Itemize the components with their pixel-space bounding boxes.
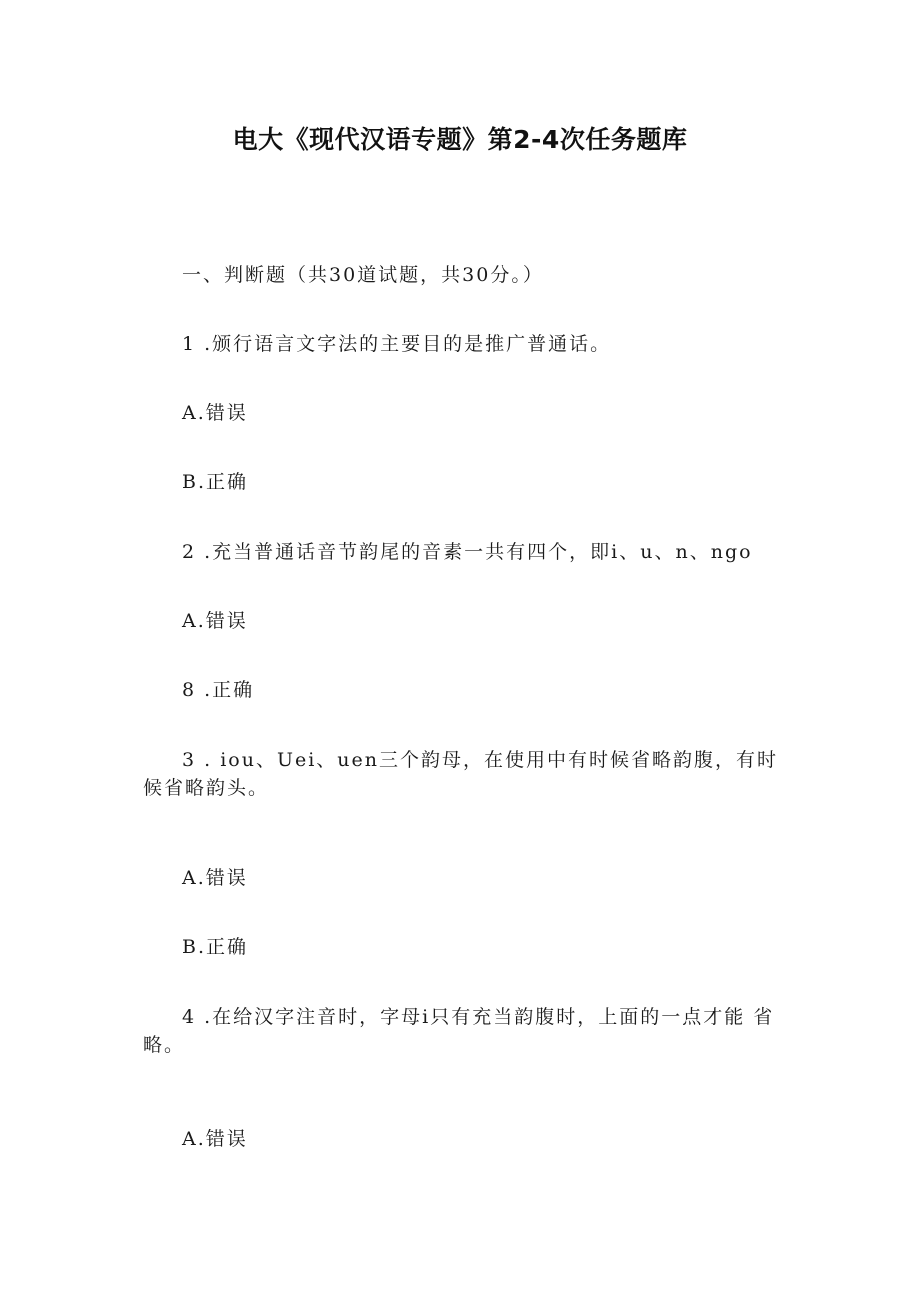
question-3-stem-line-1: 3 . iou、Uei、uen三个韵母，在使用中有时候省略韵腹，有时 xyxy=(182,749,779,771)
question-4-stem xyxy=(143,1005,793,1057)
question-2-option-b: 8 .正确 xyxy=(182,679,255,701)
section-heading: 一、判断题（共30道试题，共30分。） xyxy=(182,264,544,286)
question-1-stem: 1 .颁行语言文字法的主要目的是推广普通话。 xyxy=(182,333,612,355)
question-1-option-a: A.错误 xyxy=(182,402,248,424)
question-2-stem: 2 .充当普通话音节韵尾的音素一共有四个，即i、u、n、ngo xyxy=(182,541,753,563)
question-4-stem-line-2: 略。 xyxy=(143,1034,186,1056)
question-3-stem-line-2: 候省略韵头。 xyxy=(143,777,270,799)
question-1-option-b: B.正确 xyxy=(182,471,249,493)
question-4-stem-line-1: 4 .在给汉字注音时，字母i只有充当韵腹时，上面的一点才能 省 xyxy=(182,1006,775,1028)
document-title: 电大《现代汉语专题》第2-4次任务题库 xyxy=(232,125,688,154)
question-4-option-a: A.错误 xyxy=(182,1128,248,1150)
question-3-option-a: A.错误 xyxy=(182,867,248,889)
question-2-option-a: A.错误 xyxy=(182,610,248,632)
question-3-option-b: B.正确 xyxy=(182,936,249,958)
question-3-stem xyxy=(143,748,793,800)
